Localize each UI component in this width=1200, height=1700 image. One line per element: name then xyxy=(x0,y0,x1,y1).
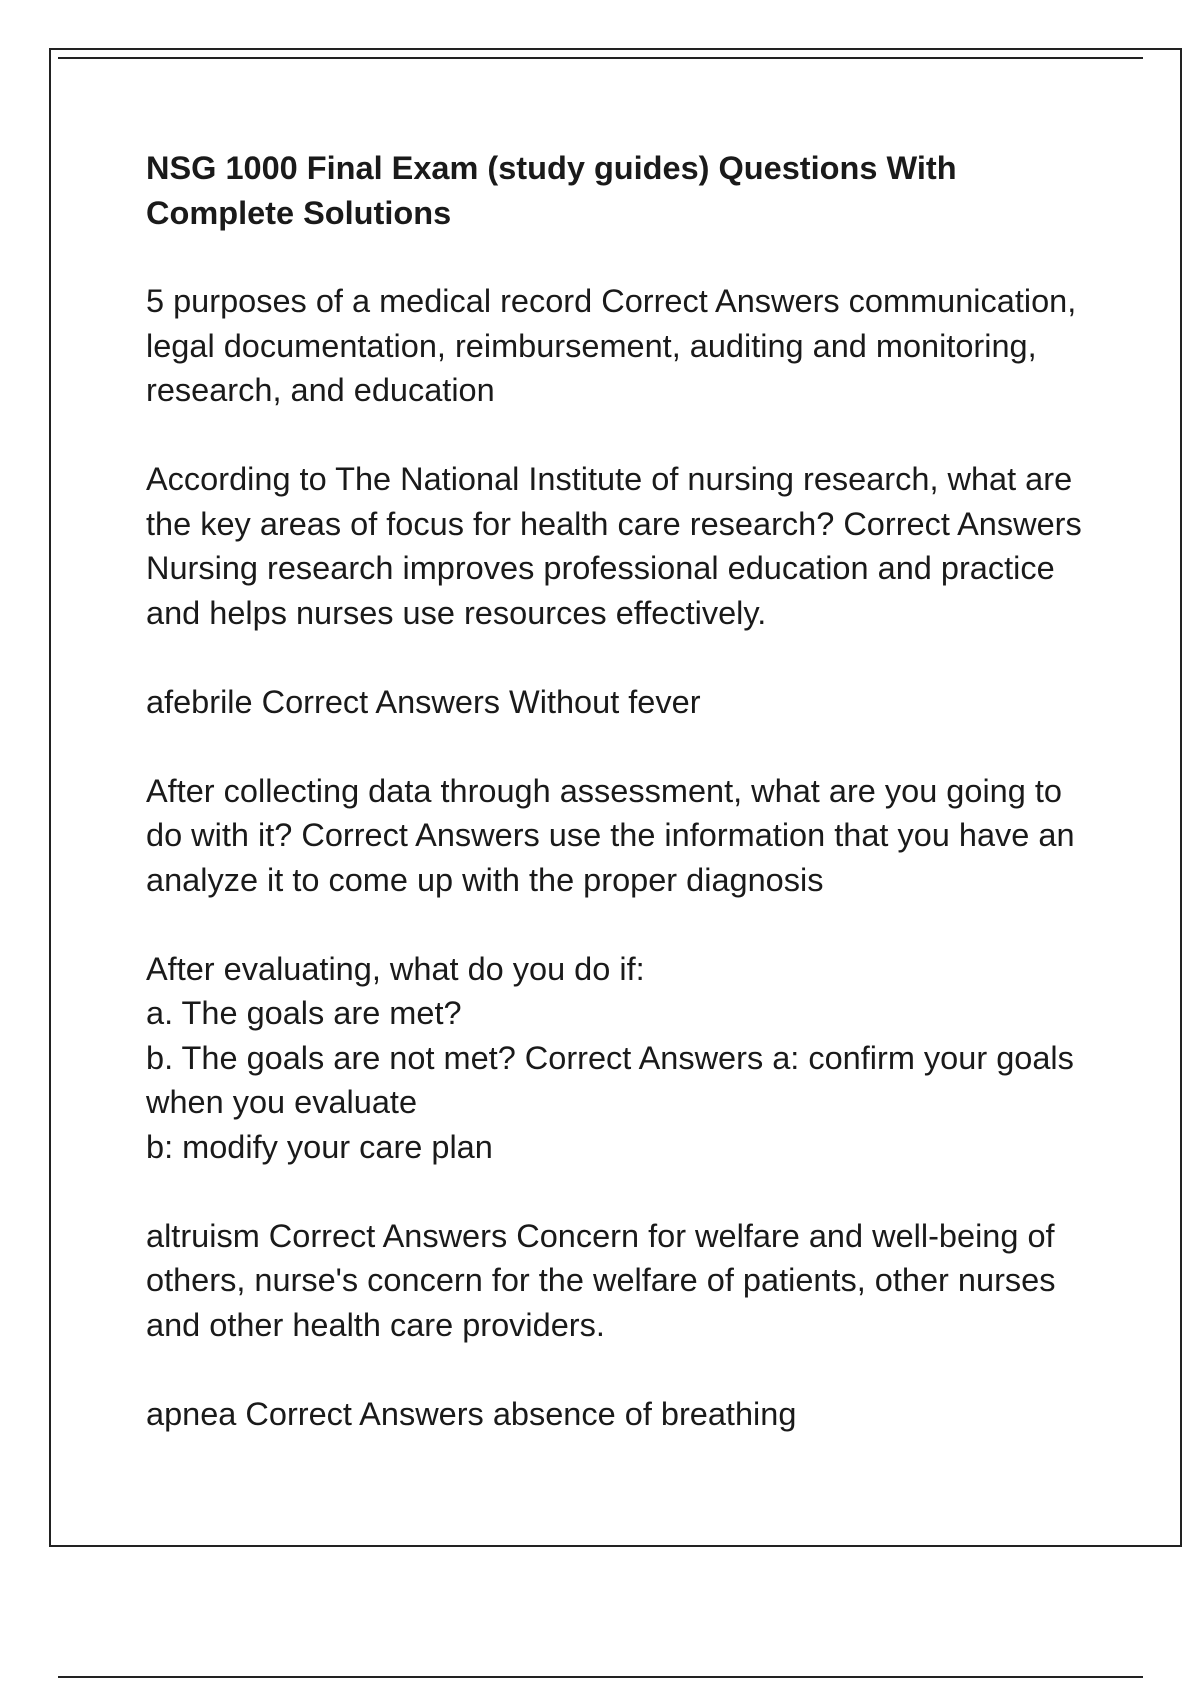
header-rule xyxy=(58,57,1143,59)
footer-rule xyxy=(58,1676,1143,1678)
qa-entry: 5 purposes of a medical record Correct Answers communication, legal documentation, reimbursement, auditing and monitoring, research, and education xyxy=(146,283,1077,408)
qa-entry: After collecting data through assessment, what are you going to do with it? Correct Answers use the information that you have an analyze it to come up with the proper diagnosis xyxy=(146,772,1075,898)
document-title: NSG 1000 Final Exam (study guides) Questions With Complete Solutions xyxy=(146,150,957,231)
qa-entry: After evaluating, what do you do if: a. The goals are met? b. The goals are not met? Correct Answers a: confirm your goals when you evaluate b: modify your care plan xyxy=(146,950,1074,1165)
qa-entry: According to The National Institute of nursing research, what are the key areas of focus for health care research? Correct Answers Nursing research improves professional education and practice and helps nurses use resources effectively. xyxy=(146,461,1082,631)
qa-entry: apnea Correct Answers absence of breathing xyxy=(146,1395,797,1432)
qa-entry: afebrile Correct Answers Without fever xyxy=(146,683,701,720)
document-body xyxy=(146,146,1106,1481)
qa-entry: altruism Correct Answers Concern for welfare and well-being of others, nurse's concern for the welfare of patients, other nurses and other health care providers. xyxy=(146,1217,1056,1343)
